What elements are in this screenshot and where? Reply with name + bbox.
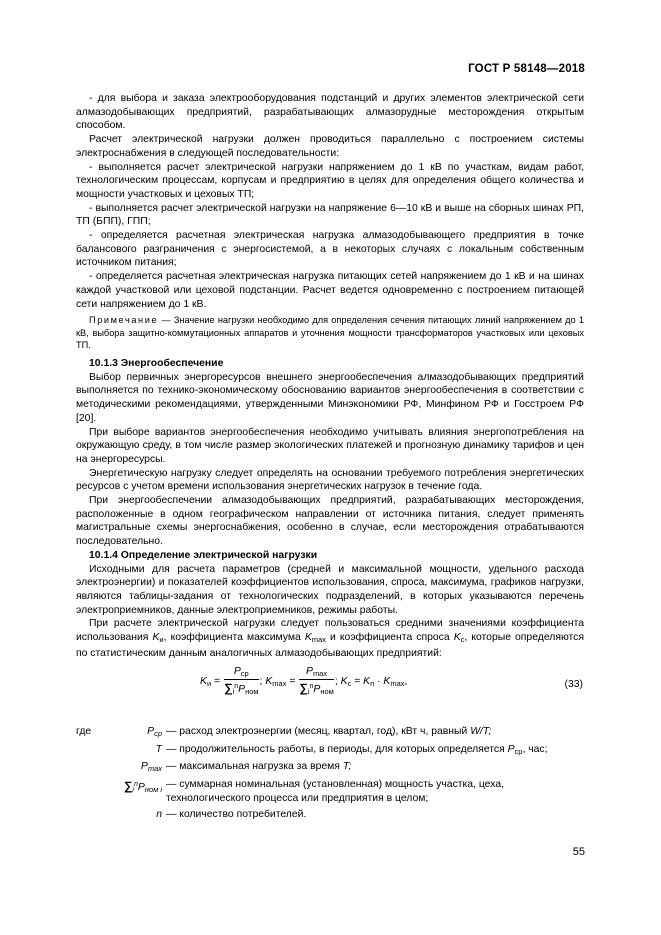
symbol: $\sum_i^nP_{ном i}$ — [123, 779, 162, 795]
definition-text: — расход электроэнергии (месяц, квартал, год), кВт ч, равный W/T; — [166, 726, 492, 737]
section-heading-10-1-4: 10.1.4 Определение электрической нагрузки — [89, 549, 318, 561]
definition-row — [76, 760, 586, 776]
text-fragment: При расчете электрической нагрузки следует пользоваться средними значениями коэффициента использования — [76, 618, 584, 644]
paragraph: - для выбора и заказа электрооборудования подстанций и других элементов электрической сети алмазодобывающих предприятий, разрабатывающих алмазорудные месторождения открытым способом. — [76, 93, 584, 132]
symbol: n — [156, 808, 162, 820]
text-fragment: , коэффициента максимума — [163, 632, 305, 644]
paragraph: Выбор первичных энергоресурсов внешнего энергообеспечения алмазодобывающих предприятий выполняется по технико-экономическому обоснованию вариантов энергообеспечения в соответствии с методическими рекомендациями, утвержденными Минэкономики РФ, Минфином РФ и Госстроем РФ [20]. — [76, 371, 584, 424]
definition-row — [76, 808, 586, 822]
paragraph: Расчет электрической нагрузки должен проводиться параллельно с построением системы электроснабжения в следующей последовательности: — [76, 134, 584, 159]
section-heading-10-1-3: 10.1.3 Энергообеспечение — [89, 358, 224, 370]
definition-row — [76, 743, 586, 759]
paragraph: При выборе вариантов энергообеспечения необходимо учитывать влияния энергопотребления на окружающую среду, в том числе размер экологических платежей и прогнозную динамику тарифов и цен на энергоресурсы. — [76, 426, 584, 465]
text-fragment: , которые определяются по статистическим данным аналогичных алмазодобывающих предприятий: — [76, 632, 584, 659]
note-text: — Значение нагрузки необходимо для определения сечения питающих линий напряжением до 1 кВ, выбора защитно-коммутационных аппаратов и уточнения мощности трансформаторов участковых или цеховых ТП. — [76, 315, 584, 351]
paragraph: При расчете электрической нагрузки следует пользоваться средними значениями коэффициента использования $K_и$, коэффициента максимума $K_{max}$ и коэффициента спроса $K_c$, которые определяются по статистическим данным аналогичных алмазодобывающих предприятий: — [76, 618, 584, 659]
note — [76, 314, 584, 352]
symbol: $P_{max}$ — [140, 761, 162, 774]
definition-text: — количество потребителей. — [166, 808, 307, 820]
definitions-list — [76, 725, 586, 823]
page-number: 55 — [572, 846, 585, 858]
formula-number: (33) — [564, 679, 583, 690]
document-header: ГОСТ Р 58148—2018 — [468, 63, 585, 75]
note-label: Примечание — [89, 315, 159, 326]
formula-33: $K_и$ = $\frac{P_{ср}}{\sum_i^nP_{ном}}$ ; $K_{max}$ = $\frac{P_{max}}{\sum_i^nP_{ном}}$ ; $K_c = K_п \cdot K_{max}$, — [200, 666, 408, 696]
paragraph: - выполняется расчет электрической нагрузки напряжением до 1 кВ по участкам, видам работ, технологическим процессам, корпусам и предприятию в целях для определения общего количества и мощности участковых и цеховых ТП; — [76, 161, 584, 200]
paragraph: - определяется расчетная электрическая нагрузка алмазодобывающего предприятия в точке балансового разграничения с энергосистемой, а в некоторых случаях с локальным собственным источником питания; — [76, 230, 584, 269]
definition-text: — продолжительность работы, в периоды, для которых определяется $P_{ср}$, час; — [166, 743, 548, 756]
definition-row — [76, 778, 586, 805]
definition-text: — максимальная нагрузка за время T; — [166, 761, 352, 773]
symbol: T — [155, 743, 162, 755]
paragraph: - определяется расчетная электрическая нагрузка питающих сетей напряжением до 1 кВ и на шинах каждой участковой или цеховой подстанции. Расчет ведется одновременно с построением питающей сети напряжением до 1 кВ. — [76, 271, 584, 310]
paragraph: - выполняется расчет электрической нагрузки на напряжение 6—10 кВ и выше на сборных шинах РП, ТП (БПП), ГПП; — [76, 202, 584, 228]
paragraph: При энергообеспечении алмазодобывающих предприятий, разрабатывающих месторождения, расположенные в одном географическом направлении от источника питания, следует применять магистральные схемы энергоснабжения, особенно в случае, если месторождения отрабатываются последовательно. — [76, 495, 584, 548]
body-text-top — [76, 92, 584, 661]
definition-text: — суммарная номинальная (установленная) мощность участка, цеха, технологического процесса или предприятия в целом; — [166, 779, 504, 804]
paragraph: Исходными для расчета параметров (средней и максимальной мощности, удельного расхода электроэнергии) и показателей коэффициентов использования, спроса, максимума, графиков нагрузки, являются таблицы-задания от технологических подразделений, в которых указываются перечень электроприемников, данные электроприемников, режимы работы. — [76, 563, 584, 616]
definition-row — [76, 725, 586, 741]
text-fragment: и коэффициента спроса — [325, 632, 454, 644]
symbol: $P_{ср}$ — [147, 726, 162, 738]
definition-lead: где — [76, 726, 92, 737]
paragraph: Энергетическую нагрузку следует определять на основании требуемого потребления энергетических ресурсов с учетом времени использования энергетических нагрузок в течение года. — [76, 467, 584, 493]
